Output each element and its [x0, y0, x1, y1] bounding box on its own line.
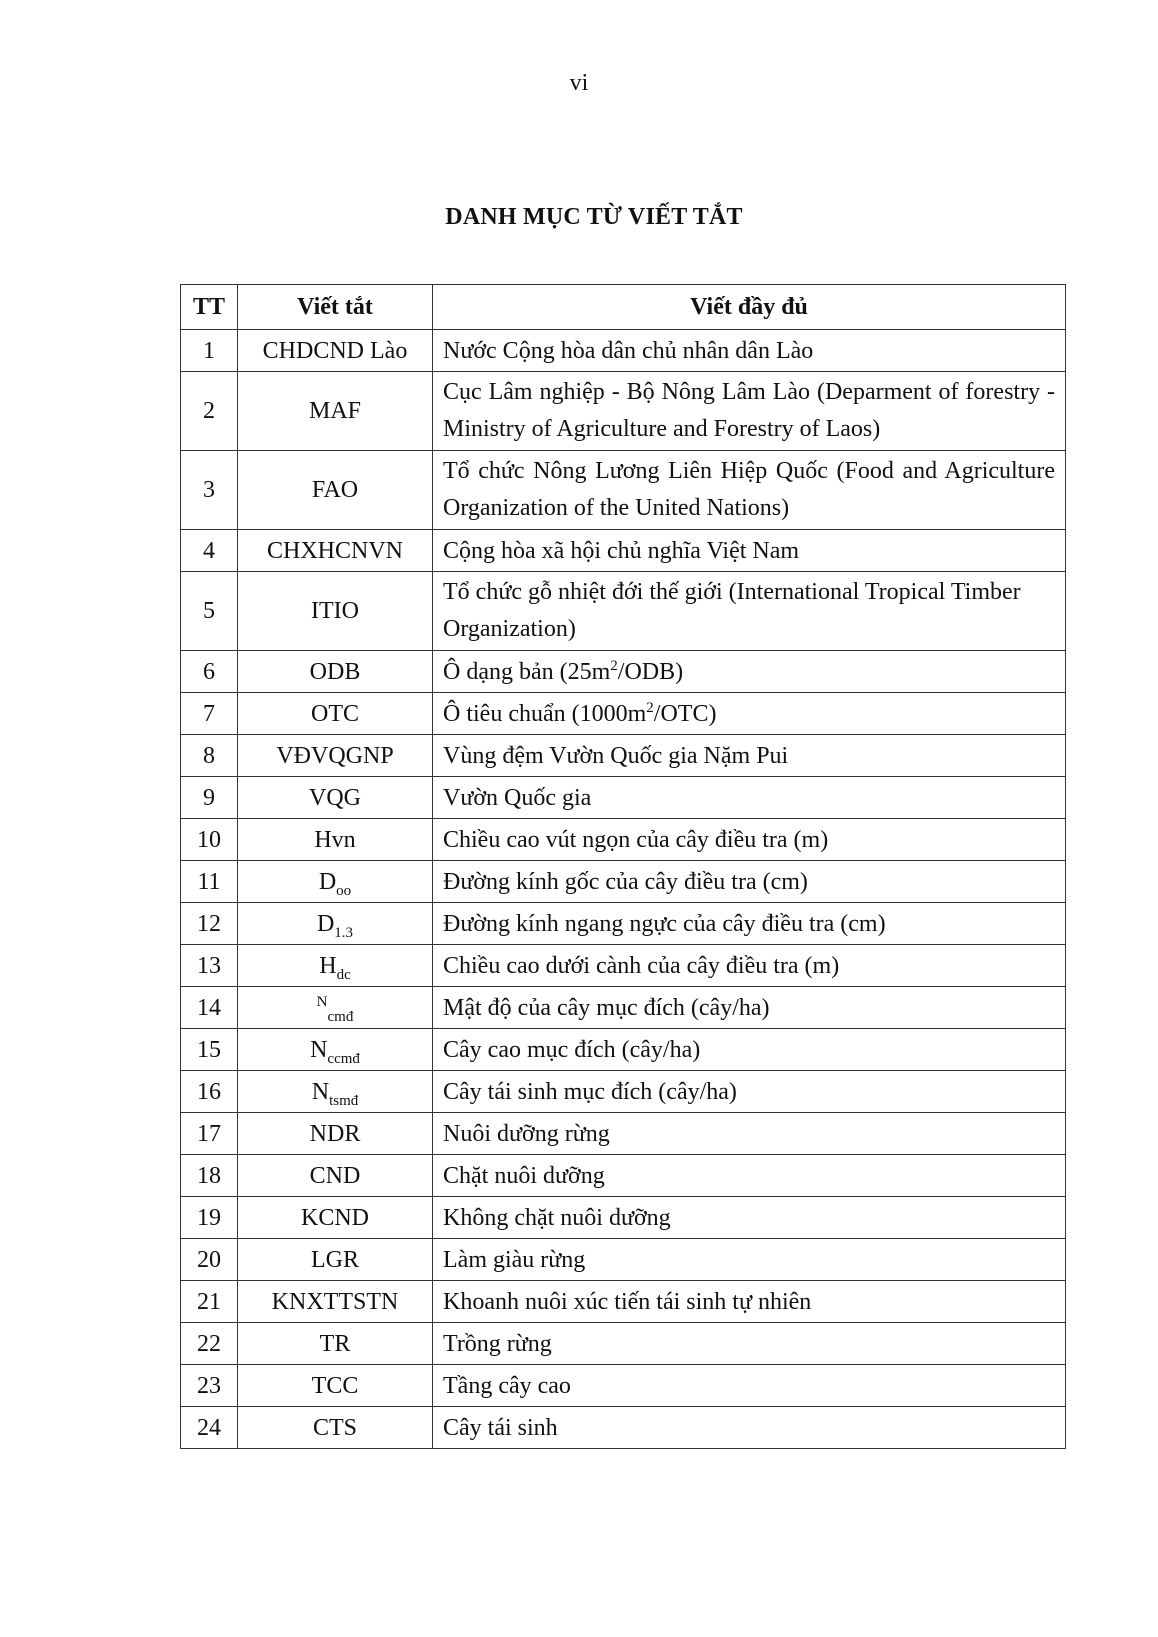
superscript-text: 2 [610, 657, 618, 674]
row-abbreviation: FAO [238, 451, 433, 530]
table-row [181, 1365, 1066, 1407]
row-abbreviation [238, 1071, 433, 1113]
table-row [181, 451, 1066, 530]
row-number: 1 [181, 330, 238, 372]
row-number: 16 [181, 1071, 238, 1113]
row-abbreviation: CHDCND Lào [238, 330, 433, 372]
row-full-form: Nước Cộng hòa dân chủ nhân dân Lào [433, 330, 1066, 372]
row-full-form: Khoanh nuôi xúc tiến tái sinh tự nhiên [433, 1281, 1066, 1323]
row-abbreviation [238, 987, 433, 1029]
superscript-text: 2 [646, 699, 654, 716]
full-form-text: /OTC) [653, 700, 717, 727]
row-number: 23 [181, 1365, 238, 1407]
row-full-form: Tầng cây cao [433, 1365, 1066, 1407]
header-tt: TT [181, 285, 238, 330]
row-full-form: Đường kính gốc của cây điều tra (cm) [433, 861, 1066, 903]
table-row [181, 1281, 1066, 1323]
abbreviation-base: H [319, 952, 337, 979]
abbreviation-subscript: 1.3 [334, 924, 354, 941]
table-row [181, 861, 1066, 903]
table-row [181, 372, 1066, 451]
row-abbreviation: VĐVQGNP [238, 735, 433, 777]
row-abbreviation: NDR [238, 1113, 433, 1155]
row-full-form: Mật độ của cây mục đích (cây/ha) [433, 987, 1066, 1029]
row-number: 19 [181, 1197, 238, 1239]
row-abbreviation: ITIO [238, 572, 433, 651]
full-form-text: Ô dạng bản (25m [443, 658, 611, 685]
row-abbreviation [238, 945, 433, 987]
table-row [181, 819, 1066, 861]
table-row [181, 1029, 1066, 1071]
row-number: 3 [181, 451, 238, 530]
header-abbreviation: Viết tắt [238, 285, 433, 330]
row-number: 18 [181, 1155, 238, 1197]
table-row [181, 1071, 1066, 1113]
table-row [181, 945, 1066, 987]
table-row [181, 1239, 1066, 1281]
row-abbreviation: TCC [238, 1365, 433, 1407]
row-number: 21 [181, 1281, 238, 1323]
row-full-form: Vườn Quốc gia [433, 777, 1066, 819]
row-full-form: Không chặt nuôi dưỡng [433, 1197, 1066, 1239]
row-full-form [433, 651, 1066, 693]
abbreviation-base: N [311, 1078, 330, 1105]
row-number: 5 [181, 572, 238, 651]
abbreviation-subscript: tsmđ [329, 1092, 359, 1109]
row-abbreviation: CND [238, 1155, 433, 1197]
row-full-form: Tổ chức Nông Lương Liên Hiệp Quốc (Food and Agriculture Organization of the United Nations) [433, 451, 1066, 530]
abbreviation-table [180, 284, 1066, 1449]
abbreviation-base: D [318, 868, 337, 895]
row-full-form: Nuôi dưỡng rừng [433, 1113, 1066, 1155]
table-row [181, 572, 1066, 651]
table-row [181, 777, 1066, 819]
table-row [181, 651, 1066, 693]
row-abbreviation: CTS [238, 1407, 433, 1449]
table-header-row [181, 285, 1066, 330]
header-full-form: Viết đầy đủ [433, 285, 1066, 330]
row-full-form: Vùng đệm Vườn Quốc gia Nặm Pui [433, 735, 1066, 777]
table-row [181, 1323, 1066, 1365]
table-row [181, 903, 1066, 945]
row-number: 7 [181, 693, 238, 735]
table-row [181, 530, 1066, 572]
row-abbreviation: ODB [238, 651, 433, 693]
full-form-text: /ODB) [617, 658, 684, 685]
row-number: 8 [181, 735, 238, 777]
row-abbreviation [238, 1029, 433, 1071]
abbreviation-subscript: ccmđ [327, 1050, 360, 1067]
full-form-text: Ô tiêu chuẩn (1000m [443, 700, 647, 727]
table-row [181, 1113, 1066, 1155]
table-row [181, 987, 1066, 1029]
row-full-form: Cây cao mục đích (cây/ha) [433, 1029, 1066, 1071]
row-abbreviation: KCND [238, 1197, 433, 1239]
table-row [181, 1197, 1066, 1239]
row-abbreviation: OTC [238, 693, 433, 735]
row-full-form: Trồng rừng [433, 1323, 1066, 1365]
row-full-form [433, 693, 1066, 735]
row-number: 17 [181, 1113, 238, 1155]
row-number: 24 [181, 1407, 238, 1449]
row-number: 15 [181, 1029, 238, 1071]
row-abbreviation: TR [238, 1323, 433, 1365]
row-full-form: Tổ chức gỗ nhiệt đới thế giới (International Tropical Timber Organization) [433, 572, 1066, 651]
row-full-form: Cây tái sinh mục đích (cây/ha) [433, 1071, 1066, 1113]
row-number: 4 [181, 530, 238, 572]
row-abbreviation [238, 903, 433, 945]
row-abbreviation: MAF [238, 372, 433, 451]
abbreviation-superscript: N [316, 993, 328, 1010]
page-number: vi [569, 70, 589, 96]
row-number: 14 [181, 987, 238, 1029]
abbreviation-subscript: dc [336, 966, 351, 983]
abbreviation-subscript: cmđ [327, 1008, 354, 1025]
row-number: 11 [181, 861, 238, 903]
row-full-form: Cây tái sinh [433, 1407, 1066, 1449]
row-full-form: Làm giàu rừng [433, 1239, 1066, 1281]
table-row [181, 693, 1066, 735]
table-row [181, 330, 1066, 372]
row-full-form: Đường kính ngang ngực của cây điều tra (cm) [433, 903, 1066, 945]
row-abbreviation: KNXTTSTN [238, 1281, 433, 1323]
row-full-form: Chiều cao dưới cành của cây điều tra (m) [433, 945, 1066, 987]
row-number: 13 [181, 945, 238, 987]
table-row [181, 1407, 1066, 1449]
row-number: 2 [181, 372, 238, 451]
row-number: 22 [181, 1323, 238, 1365]
row-number: 6 [181, 651, 238, 693]
row-abbreviation: LGR [238, 1239, 433, 1281]
row-full-form: Chặt nuôi dưỡng [433, 1155, 1066, 1197]
abbreviation-subscript: oo [336, 882, 352, 899]
row-number: 20 [181, 1239, 238, 1281]
abbreviation-base: D [316, 910, 335, 937]
row-abbreviation: Hvn [238, 819, 433, 861]
row-abbreviation: VQG [238, 777, 433, 819]
row-number: 12 [181, 903, 238, 945]
row-full-form: Cộng hòa xã hội chủ nghĩa Việt Nam [433, 530, 1066, 572]
row-abbreviation: CHXHCNVN [238, 530, 433, 572]
abbreviation-base: N [310, 1036, 328, 1063]
document-title: DANH MỤC TỪ VIẾT TẮT [445, 204, 743, 230]
row-number: 9 [181, 777, 238, 819]
row-full-form: Chiều cao vút ngọn của cây điều tra (m) [433, 819, 1066, 861]
table-row [181, 735, 1066, 777]
row-abbreviation [238, 861, 433, 903]
table-row [181, 1155, 1066, 1197]
row-full-form: Cục Lâm nghiệp - Bộ Nông Lâm Lào (Deparment of forestry - Ministry of Agriculture and Forestry of Laos) [433, 372, 1066, 451]
row-number: 10 [181, 819, 238, 861]
